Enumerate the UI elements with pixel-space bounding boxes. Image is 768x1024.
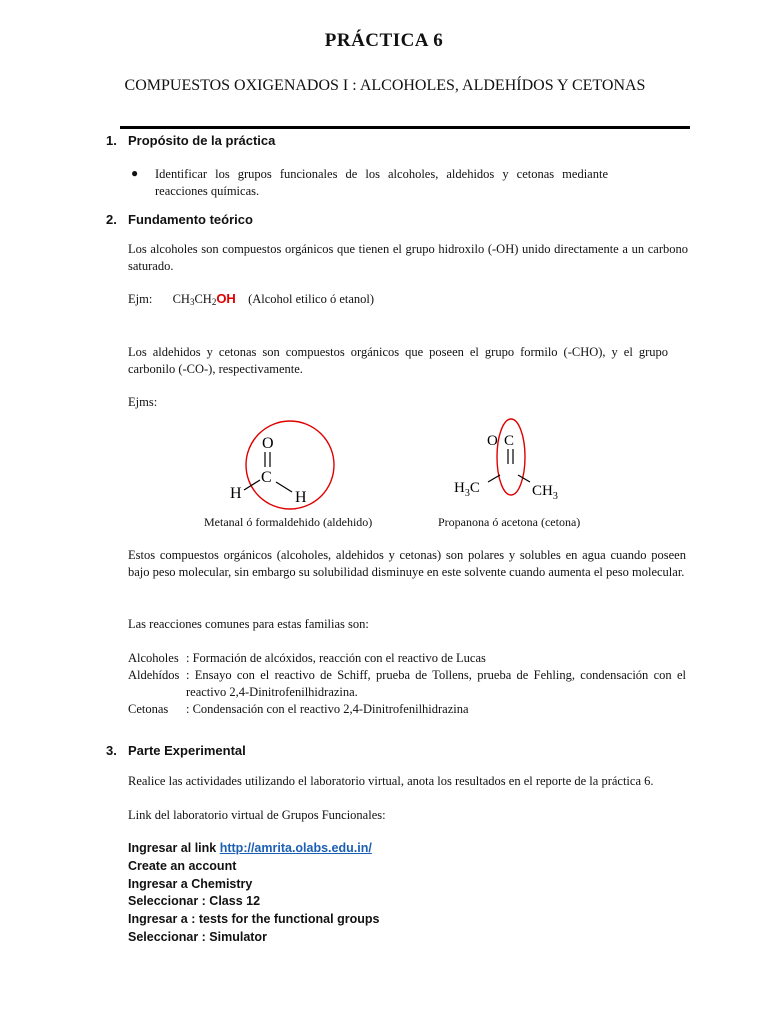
- acetone-structure: [448, 418, 578, 503]
- page-subtitle: COMPUESTOS OXIGENADOS I : ALCOHOLES, ALDEHÍDOS Y CETONAS: [124, 77, 646, 94]
- atom-o: O: [487, 433, 498, 449]
- link-line: [128, 840, 372, 858]
- step-simulator: Seleccionar : Simulator: [128, 930, 267, 944]
- step-create-account: Create an account: [128, 859, 237, 873]
- step-class-12: Seleccionar : Class 12: [128, 894, 261, 908]
- formula-ch3: $CH_3$: [172, 292, 195, 307]
- reaction-row: Cetonas : Condensación con el reactivo 2,4-Dinitrofenilhidrazina: [128, 702, 469, 716]
- examples-label: Ejms:: [128, 395, 158, 409]
- methyl-left: $H_3C$: [454, 480, 480, 499]
- bond-c-h-right: [276, 482, 292, 492]
- alcohol-name: (Alcohol etilico ó etanol): [248, 292, 375, 306]
- solubility-paragraph: Estos compuestos orgánicos (alcoholes, aldehidos y cetonas) son polares y solubles en agua cuando poseen bajo peso molecular, sin embargo su solubilidad disminuye en este solvente cuando aumenta el peso molecular.: [128, 548, 686, 579]
- page-title: PRÁCTICA 6: [324, 30, 444, 51]
- bond-left: [488, 475, 500, 482]
- bullet-icon: ●: [131, 166, 139, 180]
- formaldehyde-structure: [220, 418, 350, 513]
- reaction-row: Alcoholes : Formación de alcóxidos, reacción con el reactivo de Lucas: [128, 651, 486, 665]
- atom-c: C: [504, 433, 515, 449]
- step-chemistry: Ingresar a Chemistry: [128, 877, 253, 891]
- aldehydes-ketones-definition: Los aldehidos y cetonas son compuestos orgánicos que poseen el grupo formilo (-CHO), y el grupo carbonilo (-CO-), respectivamente.: [128, 345, 668, 376]
- atom-h-right: H: [295, 489, 307, 506]
- section-2-number: 2.: [106, 212, 117, 227]
- highlight-ellipse: [497, 419, 525, 495]
- reaction-row: Aldehídos : Ensayo con el reactivo de Schiff, prueba de Tollens, prueba de Fehling, condensación con el reactivo 2,4-Dinitrofenilhidrazina.: [128, 668, 686, 699]
- virtual-lab-intro: Link del laboratorio virtual de Grupos Funcionales:: [128, 808, 386, 822]
- highlight-circle: [246, 421, 334, 509]
- atom-o: O: [262, 435, 274, 452]
- title-divider: [120, 126, 690, 129]
- formaldehyde-caption: Metanal ó formaldehido (aldehido): [204, 515, 373, 529]
- link-prefix: Ingresar al link: [128, 841, 220, 855]
- section-1-title: Propósito de la práctica: [128, 133, 276, 148]
- section-2-title: Fundamento teórico: [128, 212, 253, 227]
- alcohol-example: [128, 291, 374, 307]
- hydroxyl-group: OH: [216, 291, 236, 306]
- example-label: Ejm:: [128, 292, 153, 306]
- section-3-title: Parte Experimental: [128, 743, 246, 758]
- virtual-lab-link[interactable]: http://amrita.olabs.edu.in/: [219, 841, 372, 855]
- section-3-number: 3.: [106, 743, 117, 758]
- reactions-list: [128, 650, 686, 718]
- reactions-intro: Las reacciones comunes para estas familias son:: [128, 617, 369, 631]
- section-1-heading: [106, 133, 275, 148]
- step-functional-groups: Ingresar a : tests for the functional groups: [128, 912, 380, 926]
- formula-ch2: $CH_2$: [194, 292, 217, 307]
- atom-h-left: H: [230, 485, 242, 502]
- experimental-instructions: Realice las actividades utilizando el laboratorio virtual, anota los resultados en el reporte de la práctica 6.: [128, 774, 654, 788]
- atom-c: C: [261, 469, 272, 486]
- bond-right: [518, 475, 530, 482]
- methyl-right: $CH_3$: [532, 483, 558, 502]
- purpose-bullet-text: Identificar los grupos funcionales de los alcoholes, aldehidos y cetonas mediante reacciones químicas.: [155, 167, 608, 198]
- acetone-caption: Propanona ó acetona (cetona): [438, 515, 581, 529]
- alcohols-definition: Los alcoholes son compuestos orgánicos que tienen el grupo hidroxilo (-OH) unido directamente a un carbono saturado.: [128, 242, 688, 273]
- section-1-number: 1.: [106, 133, 117, 148]
- section-2-heading: [106, 212, 253, 227]
- section-3-heading: [106, 743, 246, 758]
